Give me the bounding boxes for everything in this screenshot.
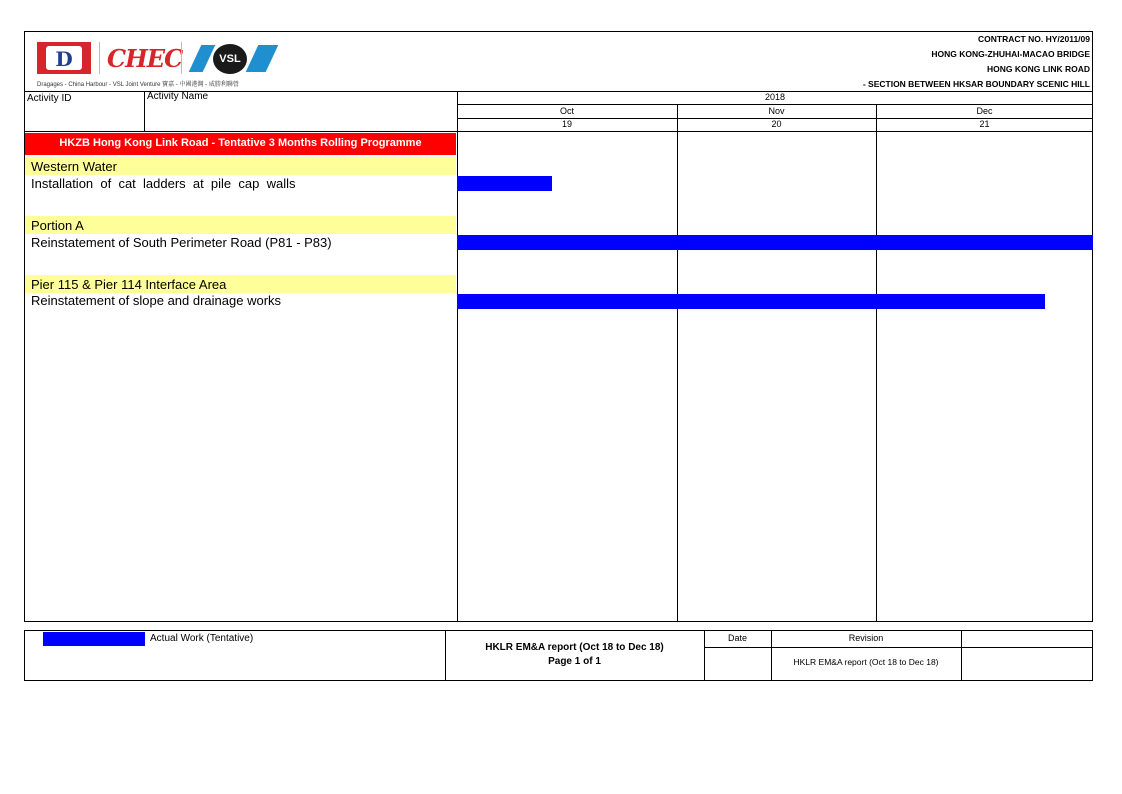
revision-value: HKLR EM&A report (Oct 18 to Dec 18) bbox=[793, 657, 939, 667]
legend-label: Actual Work (Tentative) bbox=[150, 633, 254, 644]
activity-cat-ladders: Installation of cat ladders at pile cap walls bbox=[31, 176, 296, 191]
section-name-portion-a: Portion A bbox=[31, 218, 84, 233]
project-name: HONG KONG-ZHUHAI-MACAO BRIDGE bbox=[931, 49, 1090, 59]
oct-nov-divider bbox=[677, 104, 678, 622]
section-name-western-water: Western Water bbox=[31, 159, 117, 174]
gantt-bar-cat-ladders bbox=[457, 176, 552, 191]
id-name-divider bbox=[144, 91, 145, 131]
logo-caption: Dragages - China Harbour - VSL Joint Venture 寶嘉 - 中國港灣 - 威勝利聯營 bbox=[37, 82, 239, 88]
date-header: Date bbox=[727, 633, 747, 643]
period-19: 19 bbox=[561, 119, 572, 129]
section-name-pier-interface: Pier 115 & Pier 114 Interface Area bbox=[31, 277, 227, 292]
legend-swatch bbox=[43, 632, 145, 646]
month-dec: Dec bbox=[976, 106, 993, 116]
activity-id-header: Activity ID bbox=[27, 93, 72, 104]
section-name: - SECTION BETWEEN HKSAR BOUNDARY SCENIC HILL bbox=[862, 79, 1090, 89]
nov-dec-divider bbox=[876, 104, 877, 622]
dragages-logo: D bbox=[37, 42, 91, 74]
page-number: Page 1 of 1 bbox=[548, 656, 601, 667]
road-name: HONG KONG LINK ROAD bbox=[987, 64, 1090, 74]
activity-south-perimeter-road: Reinstatement of South Perimeter Road (P81 - P83) bbox=[31, 235, 332, 250]
logo-divider bbox=[181, 42, 182, 74]
contract-number: CONTRACT NO. HY/2011/09 bbox=[978, 34, 1090, 44]
year-label: 2018 bbox=[764, 92, 786, 102]
period-20: 20 bbox=[771, 119, 782, 129]
activity-slope-drainage: Reinstatement of slope and drainage works bbox=[31, 293, 282, 308]
footer-row-line bbox=[704, 647, 1093, 648]
gantt-bar-slope-drainage bbox=[457, 294, 1045, 309]
logo-divider bbox=[99, 42, 100, 74]
month-oct: Oct bbox=[559, 106, 574, 116]
header-bottom-line bbox=[24, 131, 1093, 132]
section-band-portion-a bbox=[25, 216, 456, 234]
activity-name-header: Activity Name bbox=[147, 91, 209, 102]
period-21: 21 bbox=[979, 119, 990, 129]
year-line bbox=[457, 104, 1093, 105]
month-nov: Nov bbox=[768, 106, 785, 116]
footer-divider-4 bbox=[961, 630, 962, 681]
gantt-bar-south-perimeter-road bbox=[457, 235, 1093, 250]
chec-logo: CHEC bbox=[107, 44, 183, 73]
vsl-logo: VSL bbox=[213, 44, 247, 74]
report-title: HKLR EM&A report (Oct 18 to Dec 18) bbox=[485, 642, 664, 653]
name-chart-divider bbox=[457, 91, 458, 622]
programme-title: HKZB Hong Kong Link Road - Tentative 3 Months Rolling Programme bbox=[59, 137, 422, 149]
revision-header: Revision bbox=[848, 633, 884, 643]
